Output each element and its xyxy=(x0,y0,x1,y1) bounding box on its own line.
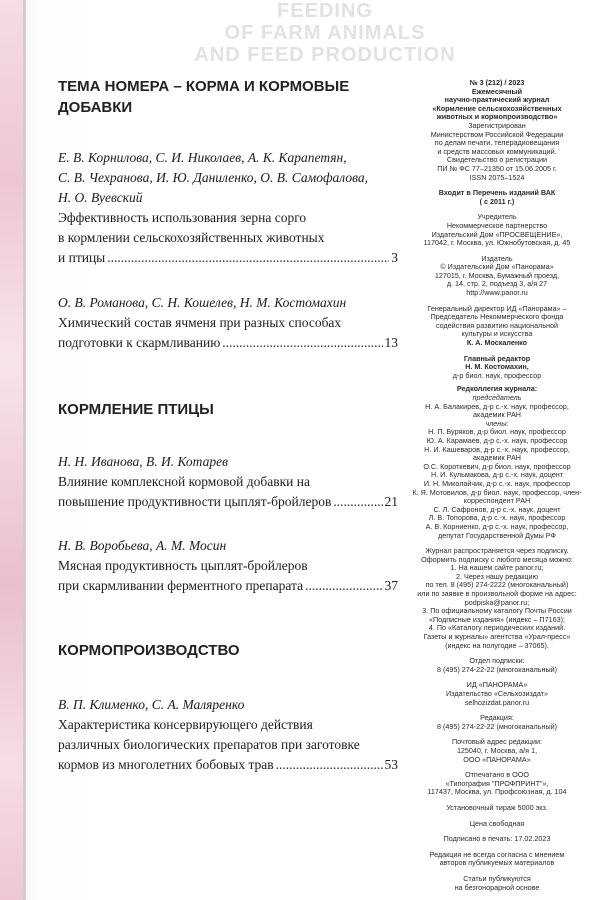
founder-text: Некоммерческое партнерство xyxy=(446,220,548,230)
board-member: О.С. Короткевич, д-р биол. наук, профессор xyxy=(423,461,571,471)
founder-text: Издательский Дом «ПРОСВЕЩЕНИЕ», xyxy=(431,229,563,239)
article-title: подготовки к скармливанию xyxy=(58,335,221,350)
ghost-line: OF FARM ANIMALS xyxy=(224,22,426,44)
article-title: и птицы xyxy=(58,250,106,265)
registration-text: по делам печати, телерадиовещания xyxy=(434,138,560,148)
postal-address: 125040, г. Москва, а/я 1, xyxy=(456,745,538,755)
board-member: Л. В. Топорова, д-р с.-х. наук, профессор xyxy=(428,513,566,523)
postal-address: ООО «ПАНОРАМА» xyxy=(463,754,531,764)
toc-article[interactable] xyxy=(58,695,398,775)
publisher-house: ИД «ПАНОРАМА» xyxy=(466,680,528,690)
toc-article[interactable] xyxy=(58,452,398,512)
director-text: Генеральный директор ИД «Панорама» – xyxy=(427,303,567,313)
subscription-text: 2. Через нашу редакцию xyxy=(456,571,538,581)
subscription-text: (индекс на полугодие – 37065). xyxy=(445,640,549,650)
toc-article[interactable] xyxy=(58,148,398,268)
registration-text: ISSN 2075–1524 xyxy=(469,172,525,182)
registration-text: ПИ № ФС 77–21350 от 15.06.2005 г. xyxy=(437,163,557,173)
imprint-column xyxy=(412,79,582,892)
article-authors: С. В. Чехранова, И. Ю. Даниленко, О. В. Самофалова, xyxy=(58,170,368,185)
subscription-text: Оформить подписку с любого месяца можно: xyxy=(421,554,573,564)
postal-address: Почтовый адрес редакции: xyxy=(451,737,543,747)
publisher-text: д. 14, стр. 2, подъезд 3, а/я 27 xyxy=(446,279,548,289)
article-title-with-page xyxy=(58,755,398,775)
signed-to-print: Подписано в печать: 17.02.2023 xyxy=(443,834,551,844)
registration-text: Министерством Российской Федерации xyxy=(430,129,564,139)
director-text: содействия развитию национальной xyxy=(435,320,559,330)
subscription-text: «Подписные издания» (индекс – П7163); xyxy=(429,614,565,624)
board-member: Н. И. Кашеваров, д-р с.-х. наук, профессор, академик РАН xyxy=(424,444,570,463)
editorial-contacts: Редакция: xyxy=(480,713,514,723)
article-title: Мясная продуктивность цыплят-бройлеров xyxy=(58,558,308,573)
article-title: Характеристика консервирующего действия xyxy=(58,717,313,732)
dot-leader xyxy=(107,248,389,268)
page-number: 53 xyxy=(384,757,398,772)
director-text: Председатель Некоммерческого фонда xyxy=(430,312,564,322)
toc-section xyxy=(58,399,398,596)
article-title: Влияние комплексной кормовой добавки на xyxy=(58,474,310,489)
subscription-text: 3. По официальному каталогу Почты России xyxy=(422,606,572,616)
founder-text: 117042, г. Москва, ул. Южнобутовская, д. 45 xyxy=(423,238,571,248)
board-member: Ю. А. Карамаев, д-р с.-х. наук, профессор xyxy=(426,435,568,445)
article-title-with-page xyxy=(58,333,398,353)
dot-leader xyxy=(305,576,382,596)
dot-leader xyxy=(333,492,382,512)
ghost-line: AND FEED PRODUCTION xyxy=(194,44,456,66)
board-member: Н. И. Кульмакова, д-р с.-х. наук, доцент xyxy=(430,470,564,480)
toc-section xyxy=(58,640,398,775)
subscription-text: 1. На нашем сайте panor.ru; xyxy=(450,563,544,573)
section-title: КОРМОПРОИЗВОДСТВО xyxy=(58,642,240,659)
disclaimer: Редакция не всегда согласна с мнением xyxy=(429,849,565,859)
vak-note: ( с 2011 г.) xyxy=(479,196,515,206)
publisher-link[interactable]: http://www.panor.ru xyxy=(466,288,528,298)
article-title-with-page xyxy=(58,492,398,512)
registration-text: Свидетельство о регистрации xyxy=(446,155,548,165)
subscription-text: или по заявке в произвольной форме на адрес: xyxy=(417,589,577,599)
board-member: Н. П. Буряков, д-р биол. наук, профессор xyxy=(428,427,566,437)
article-authors: Н. В. Воробьева, А. М. Мосин xyxy=(58,538,227,553)
ghost-line: FEEDING xyxy=(277,0,373,22)
director-text: культуры и искусства xyxy=(461,329,533,339)
issue-number: № 3 (212) / 2023 xyxy=(469,78,525,87)
article-authors: Н. Н. Иванова, В. И. Котарев xyxy=(58,454,228,469)
journal-description: научно-практический журнал xyxy=(444,95,550,105)
toc-article[interactable] xyxy=(58,536,398,596)
article-title: кормов из многолетних бобовых трав xyxy=(58,757,274,772)
article-authors: О. В. Романова, С. Н. Кошелев, Н. М. Костомахин xyxy=(58,295,347,310)
toc-article[interactable] xyxy=(58,293,398,353)
price: Цена свободная xyxy=(469,818,525,828)
dot-leader xyxy=(222,333,382,353)
board-member: А. В. Корниенко, д-р с.-х. наук, профессор, депутат Государственной Думы РФ xyxy=(425,521,569,540)
chief-editor-label: Главный редактор xyxy=(463,353,531,363)
chief-editor-degree: д-р биол. наук, профессор xyxy=(452,370,542,380)
article-authors: Е. В. Корнилова, С. И. Николаев, А. К. Карапетян, xyxy=(58,150,347,165)
printing-info: Отпечатано в ООО xyxy=(465,770,529,780)
fee-note: на безгонорарной основе xyxy=(454,882,540,892)
subscription-email[interactable]: podpiska@panor.ru; xyxy=(464,597,530,607)
publisher-text: © Издательский Дом «Панорама» xyxy=(440,262,554,272)
circulation: Установочный тираж 5000 экз. xyxy=(446,802,548,812)
board-member: С. Л. Сафронов, д-р с.-х. наук, доцент xyxy=(433,504,561,514)
registration-text: Зарегистрирован xyxy=(468,120,526,130)
editorial-contacts: 8 (495) 274-22-22 (многоканальный) xyxy=(436,721,558,731)
subscription-dept: Отдел подписки: xyxy=(469,656,525,666)
printing-info: 117437, Москва, ул. Профсоюзная, д. 104 xyxy=(427,787,567,797)
page-number: 21 xyxy=(384,494,398,509)
page-number: 37 xyxy=(384,578,398,593)
publisher-house: Издательство «Сельхозиздат» xyxy=(446,689,548,698)
journal-description: «Кормление сельскохозяйственных xyxy=(432,103,562,113)
subscription-text: Газеты и журналы» агентства «Урал-пресс» xyxy=(423,632,571,642)
director-name: К. А. Москаленко xyxy=(466,338,528,348)
cover-edge-strip xyxy=(0,0,26,900)
board-chair: Н. А. Балакирев, д-р с.-х. наук, профессор, академик РАН xyxy=(425,401,569,420)
article-title: при скармливании ферментного препарата xyxy=(58,578,304,593)
board-member: И. Н. Миколайчик, д-р с.-х. наук, профессор xyxy=(423,478,571,488)
board-member: К. Я. Мотовилов, д-р биол. наук, профессор, член-корреспондент РАН xyxy=(412,487,582,506)
article-title-with-page xyxy=(58,576,398,596)
subscription-text: по тел. 8 (495) 274-2222 (многоканальный) xyxy=(425,580,569,590)
subscription-dept: 8 (495) 274-22-22 (многоканальный) xyxy=(436,664,558,674)
registration-text: и средств массовых коммуникаций. xyxy=(437,146,557,156)
board-chair-label: председатель xyxy=(472,393,522,402)
section-title: ТЕМА НОМЕРА – КОРМА И КОРМОВЫЕ ДОБАВКИ xyxy=(58,78,350,116)
page-number: 13 xyxy=(384,335,398,350)
journal-description: Ежемесячный xyxy=(471,86,523,96)
vak-note: Входит в Перечень изданий ВАК xyxy=(438,188,556,198)
table-of-contents xyxy=(58,76,398,775)
printing-info: «Типография "ПРОФПРИНТ"», xyxy=(445,778,549,788)
article-authors: В. П. Клименко, С. А. Маляренко xyxy=(58,697,245,712)
article-authors: Н. О. Вуевский xyxy=(58,190,143,205)
publisher-text: 127015, г. Москва, Бумажный проезд, xyxy=(434,270,560,280)
article-title: повышение продуктивности цыплят-бройлеров xyxy=(58,494,332,509)
subscription-text: Журнал распространяется через подписку. xyxy=(425,546,569,556)
page-number: 3 xyxy=(391,250,398,265)
article-title: Химический состав ячменя при разных способах xyxy=(58,315,342,330)
disclaimer: авторов публикуемых материалов xyxy=(439,858,555,868)
publisher-text: Издатель xyxy=(481,253,513,263)
article-title-with-page xyxy=(58,248,398,268)
board-members-label: члены: xyxy=(485,418,509,428)
editorial-board-label: Редколлегия журнала: xyxy=(456,384,538,394)
article-title: Эффективность использования зерна сорго xyxy=(58,210,307,225)
founder-text: Учредитель xyxy=(477,212,517,222)
journal-description: животных и кормопроизводство» xyxy=(436,112,558,122)
subscription-text: 4. По «Каталогу периодических изданий. xyxy=(428,623,566,633)
chief-editor-name: Н. М. Костомахин, xyxy=(465,362,529,372)
fee-note: Статьи публикуются xyxy=(463,873,531,883)
publisher-house-link[interactable]: selhozizdat.panor.ru xyxy=(464,697,530,707)
toc-section xyxy=(58,76,398,353)
dot-leader xyxy=(276,755,383,775)
article-title: различных биологических препаратов при заготовке xyxy=(58,737,360,752)
section-title: КОРМЛЕНИЕ ПТИЦЫ xyxy=(58,401,214,418)
article-title: в кормлении сельскохозяйственных животных xyxy=(58,230,325,245)
